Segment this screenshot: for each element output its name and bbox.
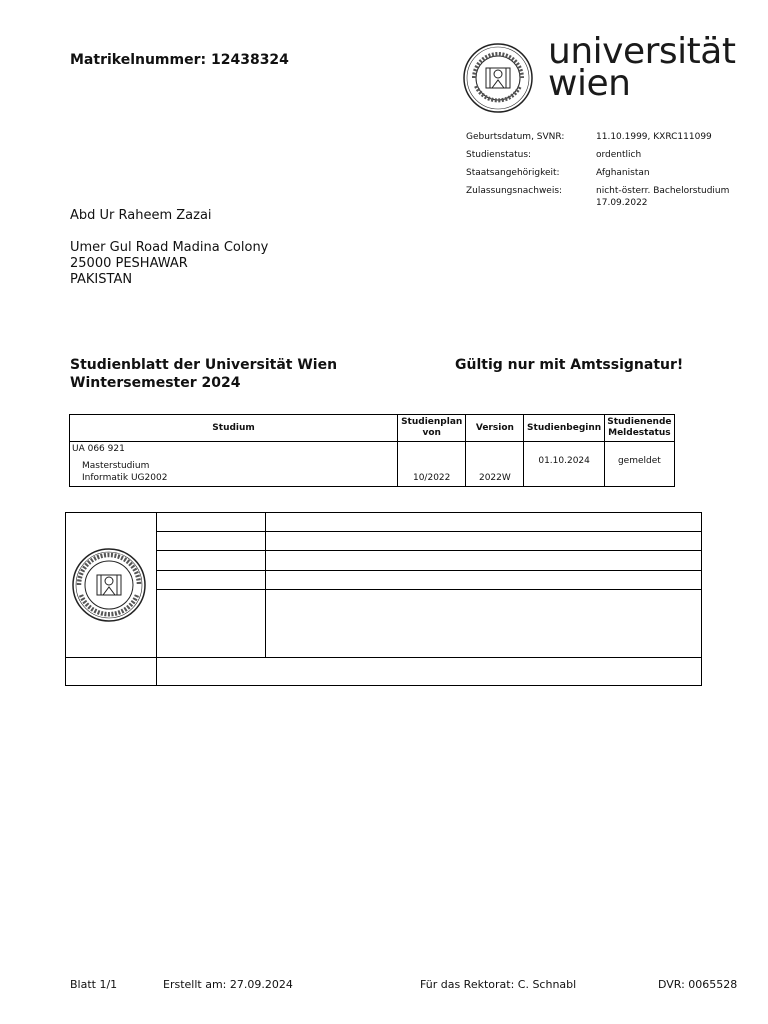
header-studienende-line2: Meldestatus xyxy=(608,428,671,438)
info-value-admission-date: 17.09.2022 xyxy=(596,198,648,208)
study-version: 2022W xyxy=(478,473,511,483)
header-studienende xyxy=(604,415,674,442)
header-studienplan-line1: Studienplan xyxy=(401,417,463,427)
box-divider-vertical-1 xyxy=(156,513,157,685)
document-semester: Wintersemester 2024 xyxy=(70,375,241,391)
header-studienplan-line2: von xyxy=(422,428,441,438)
footer-created: Erstellt am: 27.09.2024 xyxy=(163,978,293,991)
info-label-birth: Geburtsdatum, SVNR: xyxy=(466,132,565,142)
cell-studienbeginn xyxy=(524,442,604,487)
info-label-citizenship: Staatsangehörigkeit: xyxy=(466,168,560,178)
cell-studium xyxy=(70,442,398,487)
info-value-birth: 11.10.1999, KXRC111099 xyxy=(596,132,712,142)
study-table xyxy=(69,414,675,487)
cell-studienplan xyxy=(398,442,466,487)
footer-sheet: Blatt 1/1 xyxy=(70,978,118,991)
recipient-country: PAKISTAN xyxy=(70,272,133,287)
box-divider-h4 xyxy=(156,589,701,590)
study-code: UA 066 921 xyxy=(72,444,125,454)
box-divider-h5 xyxy=(66,657,701,658)
official-seal-icon xyxy=(71,547,147,623)
university-wordmark xyxy=(548,31,736,104)
info-label-admission: Zulassungsnachweis: xyxy=(466,186,563,196)
header-studienbeginn: Studienbeginn xyxy=(524,415,604,442)
matriculation-number: Matrikelnummer: 12438324 xyxy=(70,52,289,68)
cell-version xyxy=(466,442,524,487)
header-studienplan xyxy=(398,415,466,442)
box-divider-h3 xyxy=(156,570,701,571)
cell-meldestatus xyxy=(604,442,674,487)
university-logo xyxy=(462,31,752,112)
wordmark-line-1: universität xyxy=(548,31,736,72)
document-title: Studienblatt der Universität Wien xyxy=(70,357,338,373)
box-divider-h1 xyxy=(156,531,701,532)
recipient-name: Abd Ur Raheem Zazai xyxy=(70,208,212,223)
header-studium: Studium xyxy=(70,415,398,442)
study-status: gemeldet xyxy=(617,456,661,466)
footer-dvr: DVR: 0065528 xyxy=(658,978,738,991)
info-value-status: ordentlich xyxy=(596,150,642,160)
wordmark-line-2: wien xyxy=(548,63,631,104)
info-value-citizenship: Afghanistan xyxy=(596,168,650,178)
header-version: Version xyxy=(466,415,524,442)
signature-box xyxy=(65,512,702,686)
table-header-row xyxy=(70,415,675,442)
study-plan: 10/2022 xyxy=(412,473,451,483)
validity-notice: Gültig nur mit Amtssignatur! xyxy=(455,357,684,373)
info-value-admission: nicht-österr. Bachelorstudium xyxy=(596,186,730,196)
header-studienende-line1: Studienende xyxy=(607,417,672,427)
study-type: Masterstudium xyxy=(82,461,150,471)
info-label-status: Studienstatus: xyxy=(466,150,532,160)
table-row xyxy=(70,442,675,487)
box-divider-vertical-2 xyxy=(265,513,266,657)
box-divider-h2 xyxy=(156,550,701,551)
recipient-street: Umer Gul Road Madina Colony xyxy=(70,240,269,255)
footer-rectorate: Für das Rektorat: C. Schnabl xyxy=(420,978,577,991)
recipient-city: 25000 PESHAWAR xyxy=(70,256,188,271)
study-name: Informatik UG2002 xyxy=(82,473,168,483)
university-seal-icon xyxy=(462,42,534,114)
study-begin: 01.10.2024 xyxy=(538,456,590,466)
